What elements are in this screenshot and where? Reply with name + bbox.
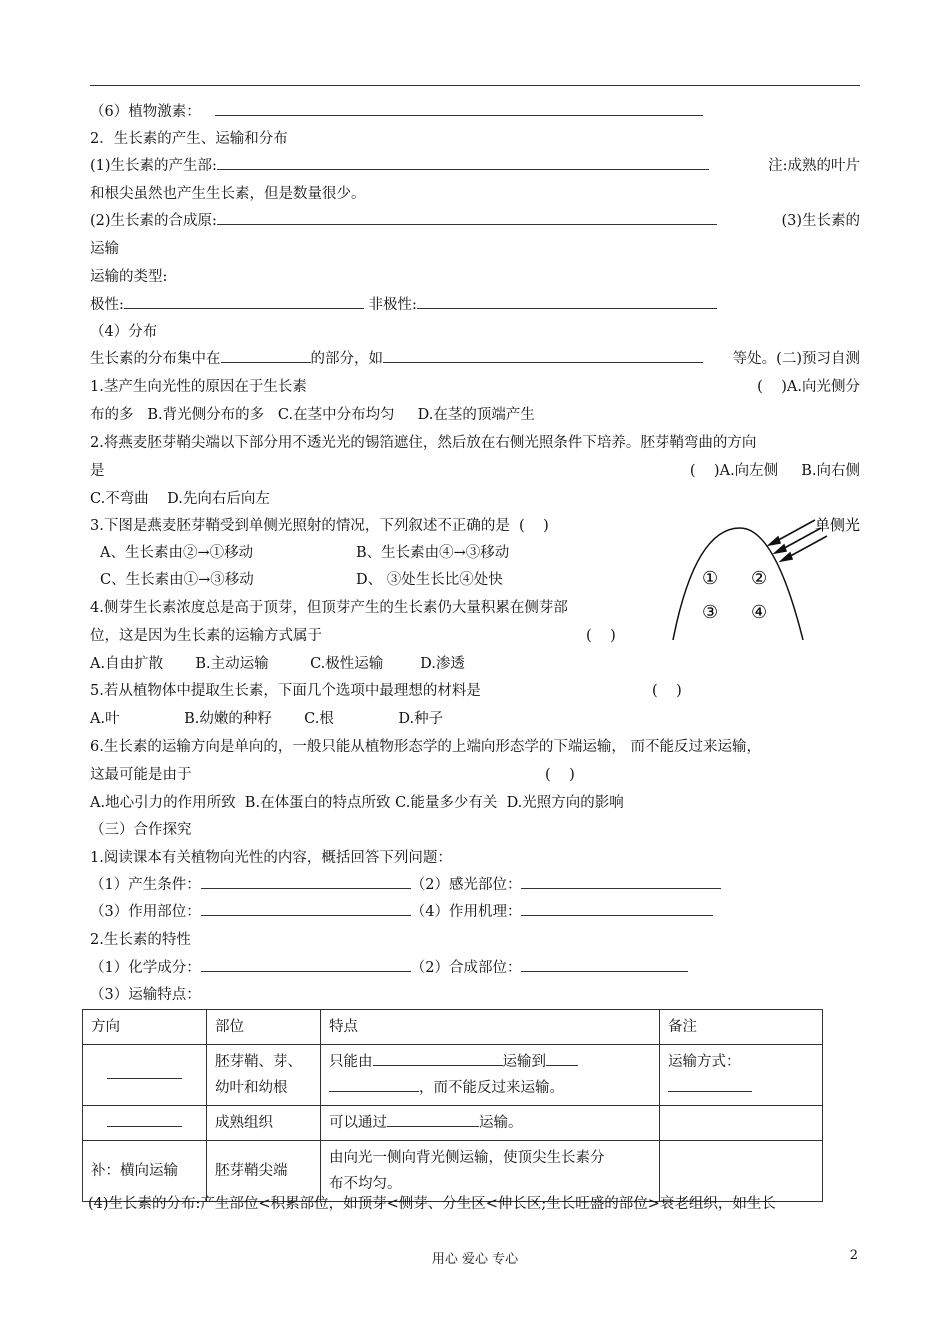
- line-transport-head: (3)生长素的: [781, 213, 860, 229]
- table-cell: 胚芽鞘、芽、 幼叶和幼根: [207, 1045, 321, 1106]
- c2-row1: （1）化学成分： （2）合成部位：: [90, 957, 688, 979]
- line-transport: 运输: [90, 241, 119, 257]
- table-cell: 运输方式：: [660, 1045, 823, 1106]
- q3-option-d: D、 ③处生长比④处快: [356, 572, 503, 588]
- q1-option-a: ( )A.向光侧分: [757, 379, 860, 395]
- table-cell: 补：横向运输: [83, 1141, 207, 1202]
- table-cell: 只能由 运输到 ，而不能反过来运输。: [321, 1045, 660, 1106]
- q2-stem-2: 是: [90, 463, 105, 479]
- c1-row1: （1）产生条件： （2）感光部位：: [90, 874, 721, 896]
- c1-stem: 1.阅读课本有关植物向光性的内容，概括回答下列问题：: [90, 850, 452, 866]
- q4-options: A.自由扩散 B.主动运输 C.极性运输 D.渗透: [90, 656, 465, 672]
- c2-row2: （3）运输特点：: [90, 987, 201, 1003]
- table-header: 备注: [660, 1010, 823, 1045]
- q6-options: A.地心引力的作用所致 B.在体蛋白的特点所致 C.能量多少有关 D.光照方向的影响: [90, 795, 624, 811]
- table-row: [83, 1045, 823, 1106]
- table-row: [83, 1106, 823, 1141]
- table-header: 方向: [83, 1010, 207, 1045]
- q5-answer-blank: ( ): [652, 683, 682, 699]
- table-cell: 可以通过 运输。: [321, 1106, 660, 1141]
- q3-option-b: B、生长素由④→③移动: [356, 545, 510, 561]
- q6-answer-blank: ( ): [545, 767, 575, 783]
- line-production-2: 和根尖虽然也产生生长素，但是数量很少。: [90, 186, 366, 202]
- q5-stem: 5.若从植物体中提取生长素，下面几个选项中最理想的材料是: [90, 683, 481, 699]
- q5-options: A.叶 B.幼嫩的种籽 C.根 D.种子: [90, 711, 444, 727]
- q1-stem: 1.茎产生向光性的原因在于生长素: [90, 379, 307, 395]
- table-header-row: [83, 1010, 823, 1045]
- q3-option-a: A、生长素由②→①移动: [100, 545, 254, 561]
- table-header: 特点: [321, 1010, 660, 1045]
- q6-stem: 6.生长素的运输方向是单向的，一般只能从植物形态学的上端向形态学的下端运输， 而不能反过来运输，: [90, 739, 761, 755]
- line-production: (1)生长素的产生部:: [90, 155, 709, 177]
- line-heading-auxin: 2．生长素的产生、运输和分布: [90, 131, 288, 147]
- direction-blank: [83, 1106, 207, 1141]
- light-label: 单侧光: [815, 517, 861, 534]
- table-cell: 由向光一侧向背光侧运输，使顶尖生长素分 布不均匀。: [321, 1141, 660, 1202]
- line-production-note: 注:成熟的叶片: [768, 158, 860, 174]
- line-transport-type: 运输的类型:: [90, 269, 168, 285]
- position-2: ②: [751, 568, 768, 589]
- position-3: ③: [702, 602, 719, 623]
- line-distribution: （4）分布: [90, 324, 158, 340]
- line-distribution-summary: (4)生长素的分布:产生部位<积累部位，如顶芽<侧芽、分生区<伸长区;生长旺盛的部位>衰老组织，如生长: [88, 1196, 776, 1212]
- table-cell: 成熟组织: [207, 1106, 321, 1141]
- table-header: 部位: [207, 1010, 321, 1045]
- q3-stem: 3.下图是燕麦胚芽鞘受到单侧光照射的情况，下列叙述不正确的是 ( ): [90, 518, 549, 534]
- direction-blank: [83, 1045, 207, 1106]
- coleoptile-diagram: [665, 508, 880, 643]
- q3-option-c: C、生长素由①→③移动: [100, 572, 254, 588]
- page-number: 2: [849, 1248, 858, 1263]
- q6-stem-2: 这最可能是由于: [90, 767, 192, 783]
- section-cooperation: （三）合作探究: [90, 822, 192, 838]
- q4-stem-2: 位，这是因为生长素的运输方式属于: [90, 628, 322, 644]
- transport-table: [82, 1009, 823, 1202]
- position-1: ①: [702, 568, 719, 589]
- table-cell: [660, 1106, 823, 1141]
- header-rule: [90, 85, 860, 86]
- q2-options-ab: ( )A.向左侧 B.向右侧: [689, 463, 860, 479]
- q2-options-cd: C.不弯曲 D.先向右后向左: [90, 491, 270, 507]
- line-distribution-2: 生长素的分布集中在 的部分，如: [90, 348, 703, 370]
- q1-options: 布的多 B.背光侧分布的多 C.在茎中分布均匀 D.在茎的顶端产生: [90, 407, 535, 423]
- q4-answer-blank: ( ): [586, 628, 616, 644]
- c1-row2: （3）作用部位： （4）作用机理：: [90, 901, 713, 923]
- line-synthesis: (2)生长素的合成原:: [90, 210, 717, 232]
- q2-stem: 2.将燕麦胚芽鞘尖端以下部分用不透光光的锡箔遮住，然后放在右侧光照条件下培养。胚芽鞘弯曲的方向: [90, 435, 757, 451]
- page-footer: 用心 爱心 专心: [431, 1252, 519, 1267]
- line-plant-hormone: （6）植物激素：: [90, 101, 703, 123]
- q4-stem: 4.侧芽生长素浓度总是高于顶芽，但顶芽产生的生长素仍大量积累在侧芽部: [90, 600, 568, 616]
- position-4: ④: [751, 602, 768, 623]
- line-self-test: 等处。(二)预习自测: [732, 351, 860, 367]
- table-cell: 胚芽鞘尖端: [207, 1141, 321, 1202]
- line-polarity: 极性: 非极性:: [90, 294, 717, 316]
- c2-stem: 2.生长素的特性: [90, 932, 191, 948]
